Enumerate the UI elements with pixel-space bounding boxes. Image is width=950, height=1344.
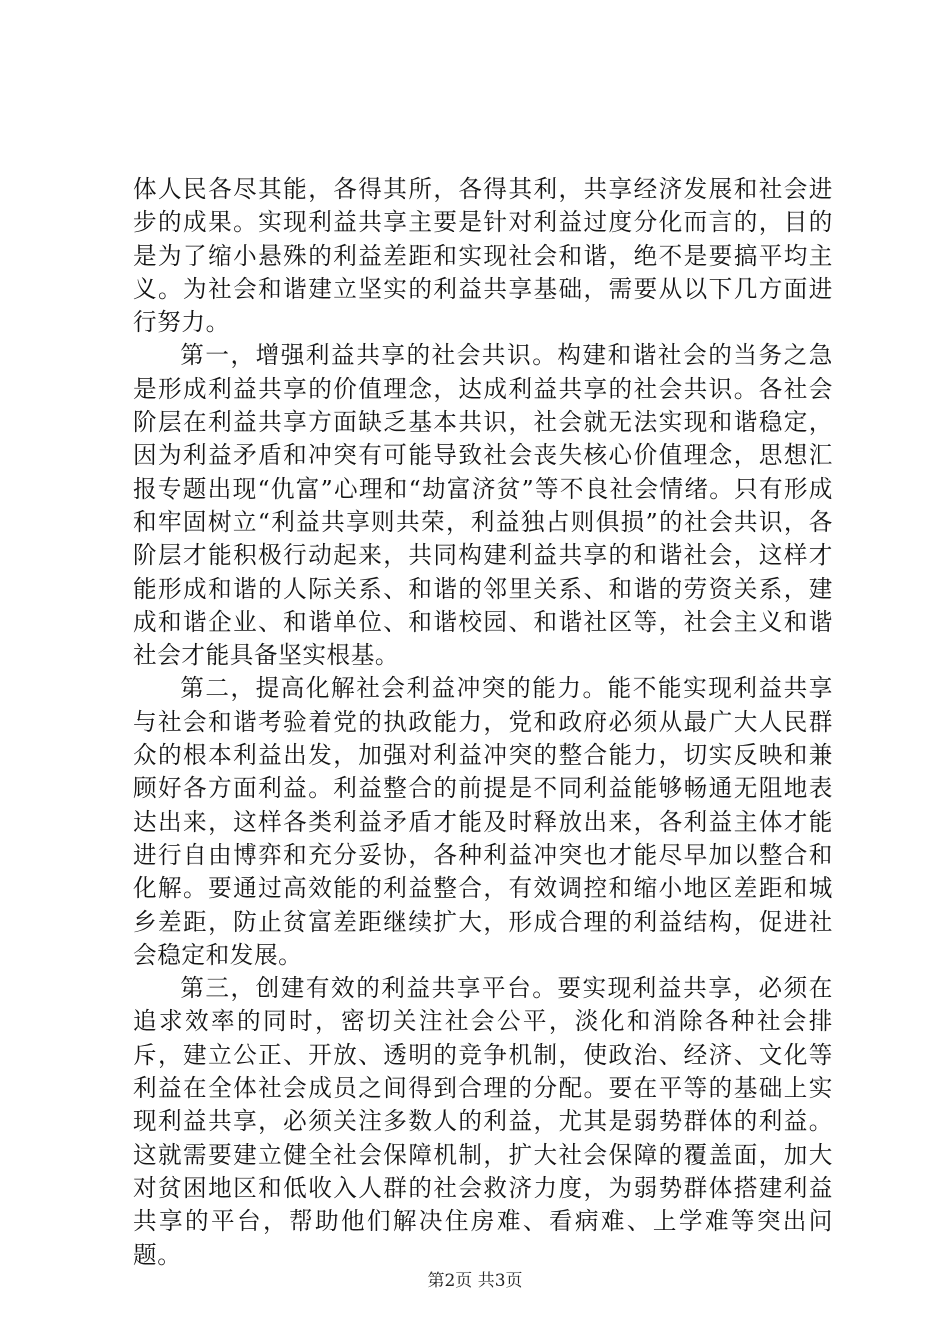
paragraph-continuation: 体人民各尽其能，各得其所，各得其利，共享经济发展和社会进步的成果。实现利益共享主要是针对利益过度分化而言的，目的是为了缩小悬殊的利益差距和实现社会和谐，绝不是要搞平均主义。为社会和谐建立坚实的利益共享基础，需要从以下几方面进行努力。 — [133, 175, 833, 337]
paragraph-second-point: 第二，提高化解社会利益冲突的能力。能不能实现利益共享与社会和谐考验着党的执政能力，党和政府必须从最广大人民群众的根本利益出发，加强对利益冲突的整合能力，切实反映和兼顾好各方面利益。利益整合的前提是不同利益能够畅通无阻地表达出来，这样各类利益矛盾才能及时释放出来，各利益主体才能进行自由博弈和充分妥协，各种利益冲突也才能尽早加以整合和化解。要通过高效能的利益整合，有效调控和缩小地区差距和城乡差距，防止贫富差距继续扩大，形成合理的利益结构，促进社会稳定和发展。 — [133, 674, 833, 969]
paragraph-first-point: 第一，增强利益共享的社会共识。构建和谐社会的当务之急是形成利益共享的价值理念，达成利益共享的社会共识。各社会阶层在利益共享方面缺乏基本共识，社会就无法实现和谐稳定，因为利益矛盾和冲突有可能导致社会丧失核心价值理念，思想汇报专题出现“仇富”心理和“劫富济贫”等不良社会情绪。只有形成和牢固树立“利益共享则共荣，利益独占则俱损”的社会共识，各阶层才能积极行动起来，共同构建利益共享的和谐社会，这样才能形成和谐的人际关系、和谐的邻里关系、和谐的劳资关系，建成和谐企业、和谐单位、和谐校园、和谐社区等，社会主义和谐社会才能具备坚实根基。 — [133, 341, 833, 670]
page-footer: 第2页 共3页 — [427, 1271, 523, 1291]
document-body — [133, 173, 833, 1272]
paragraph-third-point: 第三，创建有效的利益共享平台。要实现利益共享，必须在追求效率的同时，密切关注社会公平，淡化和消除各种社会排斥，建立公正、开放、透明的竞争机制，使政治、经济、文化等利益在全体社会成员之间得到合理的分配。要在平等的基础上实现利益共享，必须关注多数人的利益，尤其是弱势群体的利益。这就需要建立健全社会保障机制，扩大社会保障的覆盖面，加大对贫困地区和低收入人群的社会救济力度，为弱势群体搭建利益共享的平台，帮助他们解决住房难、看病难、上学难等突出问题。 — [133, 974, 833, 1269]
